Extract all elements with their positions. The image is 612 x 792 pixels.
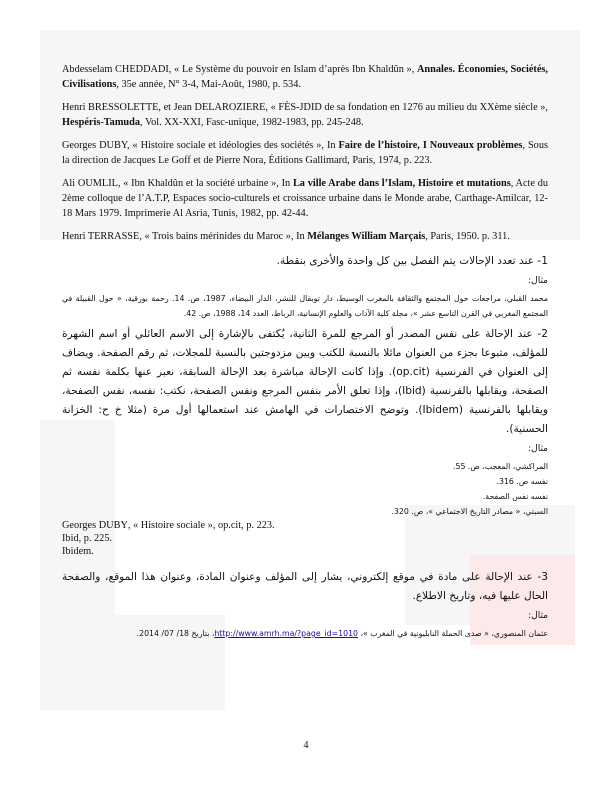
example-label: مثال: bbox=[528, 276, 548, 286]
bibliography-entry bbox=[62, 176, 548, 221]
entry-title: Hespéris-Tamuda bbox=[62, 117, 141, 128]
latin-example-line bbox=[62, 532, 548, 545]
entry-title: Mélanges William Marçais bbox=[307, 231, 426, 242]
entry-text: , Acte du 2ème colloque de l’A.T.P, Espaces socio-culturels et croissance urbaine dans le Monde arabe, Carthage-Amilcar, 12-18 Mars 1979. Imprimerie Al Asria, Tunis, 1982, pp. 42-44. bbox=[62, 178, 548, 219]
example-text: محمد القبلي، مراجعات حول المجتمع والثقافة بالمغرب الوسيط، دار توبقال للنشر، الدار البيضاء، 1987، ص. 14. رحمة بورقية، « حول القبيلة في المجتمع المغربي في القرن التاسع عشر »، مجلة كلية الآداب والعلوم الإنسانية، الرباط، العدد 14، 1988، ص. 42. bbox=[62, 294, 548, 318]
example-line: السبتي، « مصادر التاريخ الاجتماعي »، ص. 320. bbox=[391, 507, 548, 516]
bibliography-entry bbox=[62, 100, 548, 130]
example-label: مثال: bbox=[528, 444, 548, 454]
entry-text: Georges DUBY, « Histoire sociale et idéologies des sociétés », In bbox=[62, 140, 339, 151]
example-line: نفسه نفس الصفحة. bbox=[482, 492, 548, 501]
latin-example-line bbox=[62, 519, 548, 532]
entry-text: , Paris, 1950. p. 311. bbox=[425, 231, 510, 242]
entry-text: , 35e année, N° 3-4, Mai-Août, 1980, p. 534. bbox=[116, 79, 301, 90]
entry-text: Henri TERRASSE, « Trois bains mérinides du Maroc », In bbox=[62, 231, 308, 242]
entry-text: Henri BRESSOLETTE, et Jean DELAROZIERE, « FÈS-JDID de sa fondation en 1276 au milieu du XXème siècle », bbox=[62, 102, 548, 113]
rule-item-3: 3- عند الإحالة على مادة في موقع إلكتروني، يشار إلى المؤلف وعنوان المادة، وعنوان هذا الموقع، والصفحة الحال عليها فيه، وتاريخ الاطلاع. bbox=[62, 571, 548, 602]
latin-example-text: Ibid, p. 225. bbox=[62, 533, 113, 544]
bibliography-entry bbox=[62, 138, 548, 168]
entry-text: , Vol. XX-XXI, Fasc-unique, 1982-1983, pp. 245-248. bbox=[140, 117, 364, 128]
document-page bbox=[62, 62, 548, 641]
entry-title: La ville Arabe dans l’Islam, Histoire et mutations bbox=[292, 178, 511, 189]
entry-title: Faire de l’histoire, I Nouveaux problèmes bbox=[338, 140, 523, 151]
latin-example-text: , « Histoire sociale », op.cit, p. 223. bbox=[127, 520, 275, 531]
example-text-part: ، بتاريخ 18/ 07/ 2014. bbox=[136, 629, 215, 638]
entry-text: , Sous la direction de Jacques Le Goff et de Pierre Nora, Éditions Gallimard, Paris, 1974, p. 223. bbox=[62, 140, 548, 166]
entry-title: Annales. Économies, Sociétés, Civilisations bbox=[62, 64, 548, 90]
website-link[interactable]: http://www.amrh.ma/?page_id=1010 bbox=[214, 629, 358, 638]
latin-example-line bbox=[62, 545, 548, 558]
example-label: مثال: bbox=[528, 611, 548, 621]
example-text-part: عثمان المنصوري، « صدى الحملة النابليونية في المغرب »، bbox=[358, 629, 548, 638]
latin-example-text: Ibidem. bbox=[62, 546, 94, 557]
bibliography-entry bbox=[62, 229, 548, 244]
example-text bbox=[62, 626, 548, 641]
bibliography-entry bbox=[62, 62, 548, 92]
latin-example-text: Georges bbox=[62, 520, 99, 531]
rule-item-1: 1- عند تعدد الإحالات يتم الفصل بين كل واحدة والأخرى بنقطة. bbox=[276, 255, 548, 267]
latin-example-author: DUBY bbox=[98, 520, 128, 531]
example-line: نفسه ص. 316. bbox=[496, 477, 548, 486]
entry-text: Abdesselam CHEDDADI, « Le Système du pouvoir en Islam d’après Ibn Khaldûn », bbox=[62, 64, 417, 75]
rule-item-2: 2- عند الإحالة على نفس المصدر أو المرجع للمرة الثانية، يُكتفى بالإشارة إلى الاسم العائلي أو اسم الشهرة للمؤلف، متبوعا بجزء من العنوان مائلا بالنسبة للكتب وبين مزدوجتين بالنسبة للمجلات، ثم رقم الصفحة. ويضاف إلى العنوان في الفرنسية (op.cit). وإذا كانت الإحالة مباشرة بعد الإحالة السابقة، نعبر عنها بكلمة نفسه ثم الصفحة، ويقابلها بالفرنسية (Ibid)، وإذا تعلق الأمر بنفس المرجع ونفس الصفحة، نكتب: نفسه، نفس الصفحة، ويقابلها بالفرنسية (Ibidem). وتوضح الاختصارات في الهامش عند استعمالها أول مرة (مثلا خ ح: الخزانة الحسنية). bbox=[62, 328, 548, 435]
entry-text: Ali OUMLIL, « Ibn Khaldûn et la société urbaine », In bbox=[62, 178, 293, 189]
page-number: 4 bbox=[303, 740, 309, 751]
example-line: المراكشي، المعجب، ص. 55. bbox=[453, 462, 548, 471]
